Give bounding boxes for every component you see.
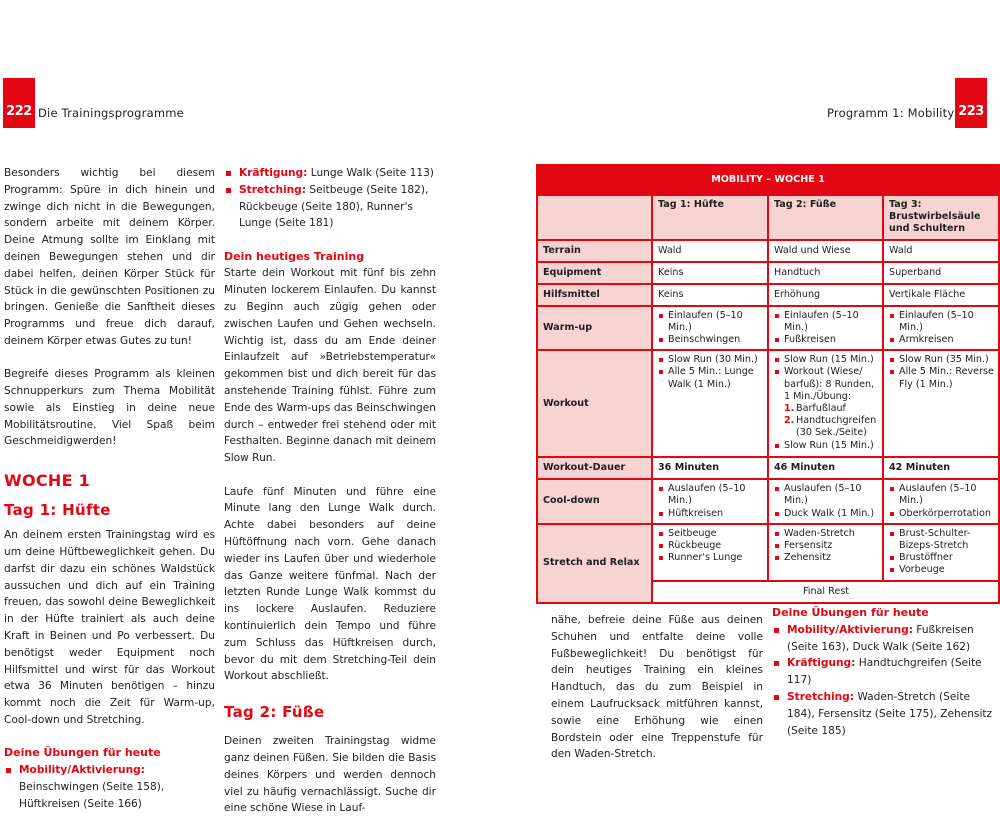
table-cell <box>652 306 768 351</box>
list-item: Auslaufen (5–10 Min.) <box>658 483 763 507</box>
mobility-table <box>536 164 1000 604</box>
table-cell: Wald <box>883 240 999 262</box>
page-number-left: 222 <box>6 104 32 119</box>
table-cell: Keins <box>652 284 768 306</box>
list-item: Oberkörperrotation <box>889 508 994 520</box>
continuation-paragraph: nähe, befreie deine Füße aus deinen Schuhen und entfalte deine volle Fußbeweglichkeit! Du benötigst für dein heutiges Training ein kleines Handtuch, das du zum Beispiel in einem Laufrucksack mitführen kannst, sowie eine Erhöhung wie einen Bordstein oder eine Treppenstufe für den Waden-Stretch. <box>551 614 763 761</box>
row-label: Terrain <box>537 240 652 262</box>
list-item: Stretching: Waden-Stretch (Seite 184), Fersensitz (Seite 175), Zehensitz (Seite 185) <box>772 689 998 739</box>
table-row <box>537 262 999 284</box>
table-cell: 46 Minuten <box>768 457 883 479</box>
column-header: Tag 2: Füße <box>768 195 883 240</box>
right-column-1 <box>551 612 763 763</box>
table-cell <box>652 350 768 457</box>
list-item: Armkreisen <box>889 334 994 346</box>
table-cell <box>883 350 999 457</box>
table-row <box>537 240 999 262</box>
exercises-heading-left: Deine Übungen für heute <box>4 746 161 760</box>
column-header: Tag 3: Brustwirbelsäule und Schultern <box>883 195 999 240</box>
list-item: Slow Run (15 Min.) <box>774 440 878 452</box>
intro-paragraph-2: Begreife dieses Programm als kleinen Schnupperkurs zum Thema Mobilität sowie als Einstieg in deine neue Mobilitätsroutine. Viel Spaß beim Geschmeidigwerden! <box>4 368 215 448</box>
running-head-left: Die Trainingsprogramme <box>38 106 184 120</box>
list-item: Slow Run (15 Min.) <box>774 354 878 366</box>
list-item: Fersensitz <box>774 540 878 552</box>
table-corner-cell <box>537 195 652 240</box>
final-rest-cell: Final Rest <box>652 581 999 603</box>
list-item: Slow Run (30 Min.) <box>658 354 763 366</box>
list-item: Kräftigung: Lunge Walk (Seite 113) <box>224 165 436 182</box>
day1-heading: Tag 1: Hüfte <box>4 501 111 520</box>
row-label: Workout-Dauer <box>537 457 652 479</box>
table-row <box>537 306 999 351</box>
list-item: Rückbeuge <box>658 540 763 552</box>
table-cell: Wald und Wiese <box>768 240 883 262</box>
list-item: Brust-Schulter-Bizeps-Stretch <box>889 528 994 552</box>
row-label: Workout <box>537 350 652 457</box>
right-column-2 <box>772 605 998 739</box>
table-cell <box>883 479 999 524</box>
running-head-right: Programm 1: Mobility <box>827 106 955 120</box>
page-number-tab-right <box>955 78 987 128</box>
list-item: Vorbeuge <box>889 564 994 576</box>
list-item: Einlaufen (5–10 Min.) <box>658 310 763 334</box>
list-item: Mobility/Aktivierung: Beinschwingen (Seite 158), Hüftkreisen (Seite 166) <box>4 762 215 812</box>
training-paragraph-2: Laufe fünf Minuten und führe eine Minute lang den Lunge Walk durch. Achte dabei besonders auf deine Hüftöffnung nach vorn. Gehe danach wieder ins Laufen über und wiederhole das Ganze weitere fünfmal. Nach der letzten Runde Lunge Walk kommst du ins lockere Auslaufen. Reduziere kontinuierlich dein Tempo und führe zum Schluss das Hüftkreisen durch, bevor du mit dem Stretching-Teil dein Workout abschließt. <box>224 485 436 683</box>
exercises-heading-right: Deine Übungen für heute <box>772 606 929 619</box>
left-column-1 <box>4 165 215 813</box>
table-cell: Wald <box>652 240 768 262</box>
left-column-2 <box>224 165 436 817</box>
list-item: Slow Run (35 Min.) <box>889 354 994 366</box>
day1-paragraph: An deinem ersten Trainingstag wird es um deine Hüftbeweglichkeit gehen. Du darfst dir dazu ein schönes Waldstück aussuchen und dich auf ein Training freuen, das sowohl deine Beweglichkeit in der Hüfte trainiert als auch deine Kraft in Beinen und Po verbessert. Du benötigst weder Equipment noch Hilfsmittel und wirst für das Workout etwa 36 Minuten benötigen – hinzu kommt noch die Zeit für Warm-up, Cool-down und Stretching. <box>4 529 215 727</box>
page-number-right: 223 <box>958 104 984 119</box>
table-cell: 42 Minuten <box>883 457 999 479</box>
numbered-item: 2. Handtuchgreifen (30 Sek./Seite) <box>784 415 877 439</box>
list-item: Brustöffner <box>889 552 994 564</box>
table-cell <box>652 479 768 524</box>
table-row <box>537 457 999 479</box>
list-item: Einlaufen (5–10 Min.) <box>889 310 994 334</box>
training-paragraph-1: Starte dein Workout mit fünf bis zehn Minuten lockerem Einlaufen. Du kannst zu Beginn auch zügig gehen oder zwischen Laufen und Gehen wechseln. Wichtig ist, dass du am Ende deiner Einlaufzeit auf »Betriebstemperatur« gekommen bist und dich bereit für das anstehende Training fühlst. Führe zum Ende des Warm-ups das Beinschwingen durch – entweder frei stehend oder mit Festhalten. Beginne danach mit deinem Slow Run. <box>224 267 436 465</box>
row-label: Equipment <box>537 262 652 284</box>
day2-heading: Tag 2: Füße <box>224 703 325 722</box>
table-cell: Keins <box>652 262 768 284</box>
list-item: Alle 5 Min.: Lunge Walk (1 Min.) <box>658 366 763 390</box>
exercise-list-right <box>772 622 998 740</box>
table-cell <box>768 350 883 457</box>
table-cell: 36 Minuten <box>652 457 768 479</box>
table-cell: Superband <box>883 262 999 284</box>
table-cell: Handtuch <box>768 262 883 284</box>
row-label: Stretch and Relax <box>537 524 652 603</box>
list-item: Mobility/Aktivierung: Fußkreisen (Seite 163), Duck Walk (Seite 162) <box>772 622 998 656</box>
list-item: Auslaufen (5–10 Min.) <box>889 483 994 507</box>
table-row <box>537 479 999 524</box>
list-item: Beinschwingen <box>658 334 763 346</box>
list-item: Duck Walk (1 Min.) <box>774 508 878 520</box>
table-header-row <box>537 195 999 240</box>
list-item: Stretching: Seitbeuge (Seite 182), Rückbeuge (Seite 180), Runner's Lunge (Seite 181) <box>224 182 436 232</box>
table-row <box>537 350 999 457</box>
table-cell <box>652 524 768 581</box>
table-cell: Erhöhung <box>768 284 883 306</box>
day2-paragraph: Deinen zweiten Trainingstag widme ganz deinen Füßen. Sie bilden die Basis deines Körpers und werden dennoch viel zu häufig vernachlässigt. Suche dir eine schöne Wiese in Lauf- <box>224 735 436 815</box>
page-number-tab-left <box>3 78 35 128</box>
column-header: Tag 1: Hüfte <box>652 195 768 240</box>
list-item: Alle 5 Min.: Reverse Fly (1 Min.) <box>889 366 994 390</box>
list-item: Waden-Stretch <box>774 528 878 540</box>
exercise-list-left-2 <box>224 165 436 232</box>
list-item: Hüftkreisen <box>658 508 763 520</box>
list-item: Fußkreisen <box>774 334 878 346</box>
row-label: Hilfsmittel <box>537 284 652 306</box>
week-heading: WOCHE 1 <box>4 471 91 491</box>
table-cell <box>768 479 883 524</box>
table-title: MOBILITY – WOCHE 1 <box>537 165 999 195</box>
table-cell <box>883 524 999 581</box>
list-item: Seitbeuge <box>658 528 763 540</box>
numbered-item: 1. Barfußlauf <box>784 403 846 415</box>
training-heading: Dein heutiges Training <box>224 249 365 263</box>
table-cell: Vertikale Fläche <box>883 284 999 306</box>
list-item: Kräftigung: Handtuchgreifen (Seite 117) <box>772 655 998 689</box>
list-item: Runner's Lunge <box>658 552 763 564</box>
intro-paragraph-1: Besonders wichtig bei diesem Programm: Spüre in dich hinein und zwinge dich nicht in die Bewegungen, sondern arbeite mit deinem Körper. Deine Atmung sollte im Einklang mit deinen Bewegungen stehen und dir dabei helfen, deinen Körper Stück für Stück in die gewünschten Positionen zu bringen. Genieße die Sanftheit dieses Programms und freue dich darauf, deinem Körper etwas Gutes zu tun! <box>4 167 215 347</box>
table-cell <box>768 524 883 581</box>
list-item: Workout (Wiese/ barfuß): 8 Runden, 1 Min./Übung: <box>774 366 878 403</box>
row-label: Warm-up <box>537 306 652 351</box>
exercise-list-left-1 <box>4 762 215 812</box>
table-row <box>537 284 999 306</box>
list-item: Zehensitz <box>774 552 878 564</box>
list-item: Einlaufen (5–10 Min.) <box>774 310 878 334</box>
list-item: Auslaufen (5–10 Min.) <box>774 483 878 507</box>
table-cell <box>883 306 999 351</box>
row-label: Cool-down <box>537 479 652 524</box>
table-cell <box>768 306 883 351</box>
table-row <box>537 524 999 581</box>
